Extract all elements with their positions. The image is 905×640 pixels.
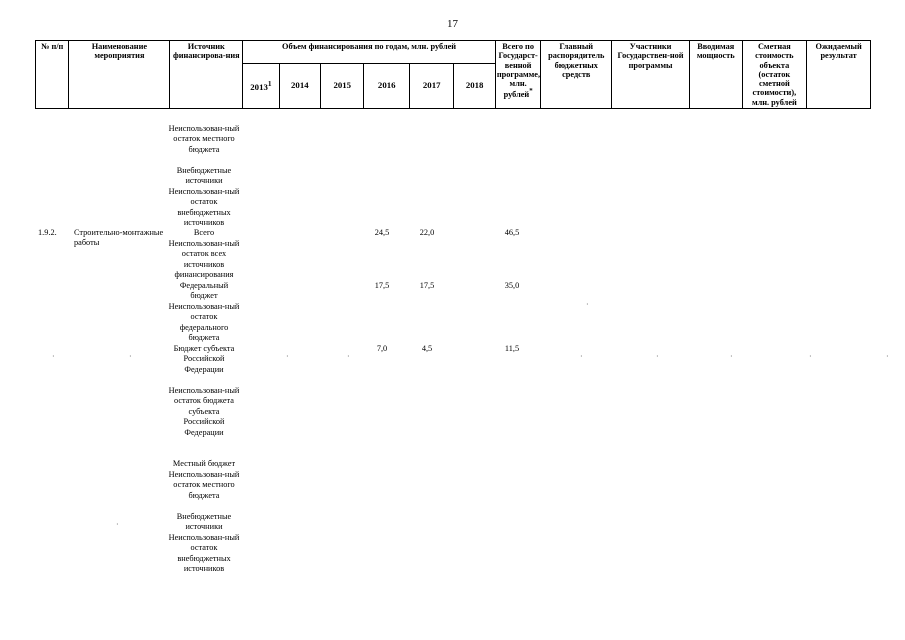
header-year-2017: 2017	[409, 64, 453, 109]
scan-speck: ·	[586, 300, 589, 309]
value-sum-regional: 11,5	[504, 344, 520, 353]
header-participants: Участники Государствен-ной программы	[612, 41, 690, 109]
scan-speck: ·	[286, 352, 289, 361]
source-cell: Неиспользован-ный остаток бюджета субъекта Российской Федерации	[168, 386, 240, 437]
scan-speck: ·	[129, 352, 132, 361]
value-2016-total: 24,5	[374, 228, 390, 237]
table-header	[35, 40, 871, 109]
source-cell: Неиспользован-ный остаток федерального бюджета	[168, 302, 240, 343]
scan-speck: ·	[656, 352, 659, 361]
scan-speck: ·	[886, 352, 889, 361]
header-source: Источник финансирова-ния	[170, 41, 243, 109]
header-capacity: Вводимая мощность	[689, 41, 742, 109]
item-number: 1.9.2.	[38, 228, 57, 237]
header-year-2015: 2015	[321, 64, 364, 109]
source-cell: Всего	[193, 228, 215, 237]
header-total: Всего по Государст-венной программе, млн. рублей*	[495, 41, 540, 109]
source-cell: Неиспользован-ный остаток местного бюджета	[168, 470, 240, 500]
source-cell: Внебюджетные источники	[176, 512, 232, 532]
scan-speck: ·	[809, 352, 812, 361]
header-result: Ожидаемый результат	[807, 41, 871, 109]
source-cell: Неиспользован-ный остаток местного бюджета	[168, 124, 240, 154]
value-sum-federal: 35,0	[504, 281, 520, 290]
scan-speck: ·	[580, 352, 583, 361]
header-volume: Объем финансирования по годам, млн. рублей	[243, 41, 496, 64]
value-2017-regional: 4,5	[421, 344, 433, 353]
header-number: № п/п	[36, 41, 69, 109]
scan-speck: ·	[116, 520, 119, 529]
source-cell: Внебюджетные источники	[176, 166, 232, 186]
source-cell: Местный бюджет	[172, 459, 236, 468]
scan-speck: ·	[52, 352, 55, 361]
source-cell: Неиспользован-ный остаток внебюджетных источников	[168, 187, 240, 228]
value-sum-total: 46,5	[504, 228, 520, 237]
source-cell: Неиспользован-ный остаток внебюджетных источников	[168, 533, 240, 574]
source-cell: Неиспользован-ный остаток всех источников финансирования	[168, 239, 240, 280]
scan-speck: ·	[730, 352, 733, 361]
scan-speck: ·	[347, 352, 350, 361]
header-year-2018: 2018	[454, 64, 495, 109]
header-year-2016: 2016	[364, 64, 409, 109]
value-2016-regional: 7,0	[376, 344, 388, 353]
header-name: Наименование мероприятия	[69, 41, 170, 109]
source-cell: Федеральный бюджет	[179, 281, 229, 301]
value-2016-federal: 17,5	[374, 281, 390, 290]
header-estimate: Сметная стоимость объекта (остаток сметной стоимости), млн. рублей	[742, 41, 807, 109]
value-2017-federal: 17,5	[419, 281, 435, 290]
item-name: Строительно-монтажные работы	[74, 228, 164, 248]
value-2017-total: 22,0	[419, 228, 435, 237]
source-cell: Бюджет субъекта Российской Федерации	[173, 344, 235, 374]
header-year-2014: 2014	[279, 64, 320, 109]
header-year-2013: 2013$^1$	[243, 64, 279, 109]
page-number: 17	[447, 18, 458, 30]
header-manager: Главный распорядитель бюджетных средств	[541, 41, 612, 109]
